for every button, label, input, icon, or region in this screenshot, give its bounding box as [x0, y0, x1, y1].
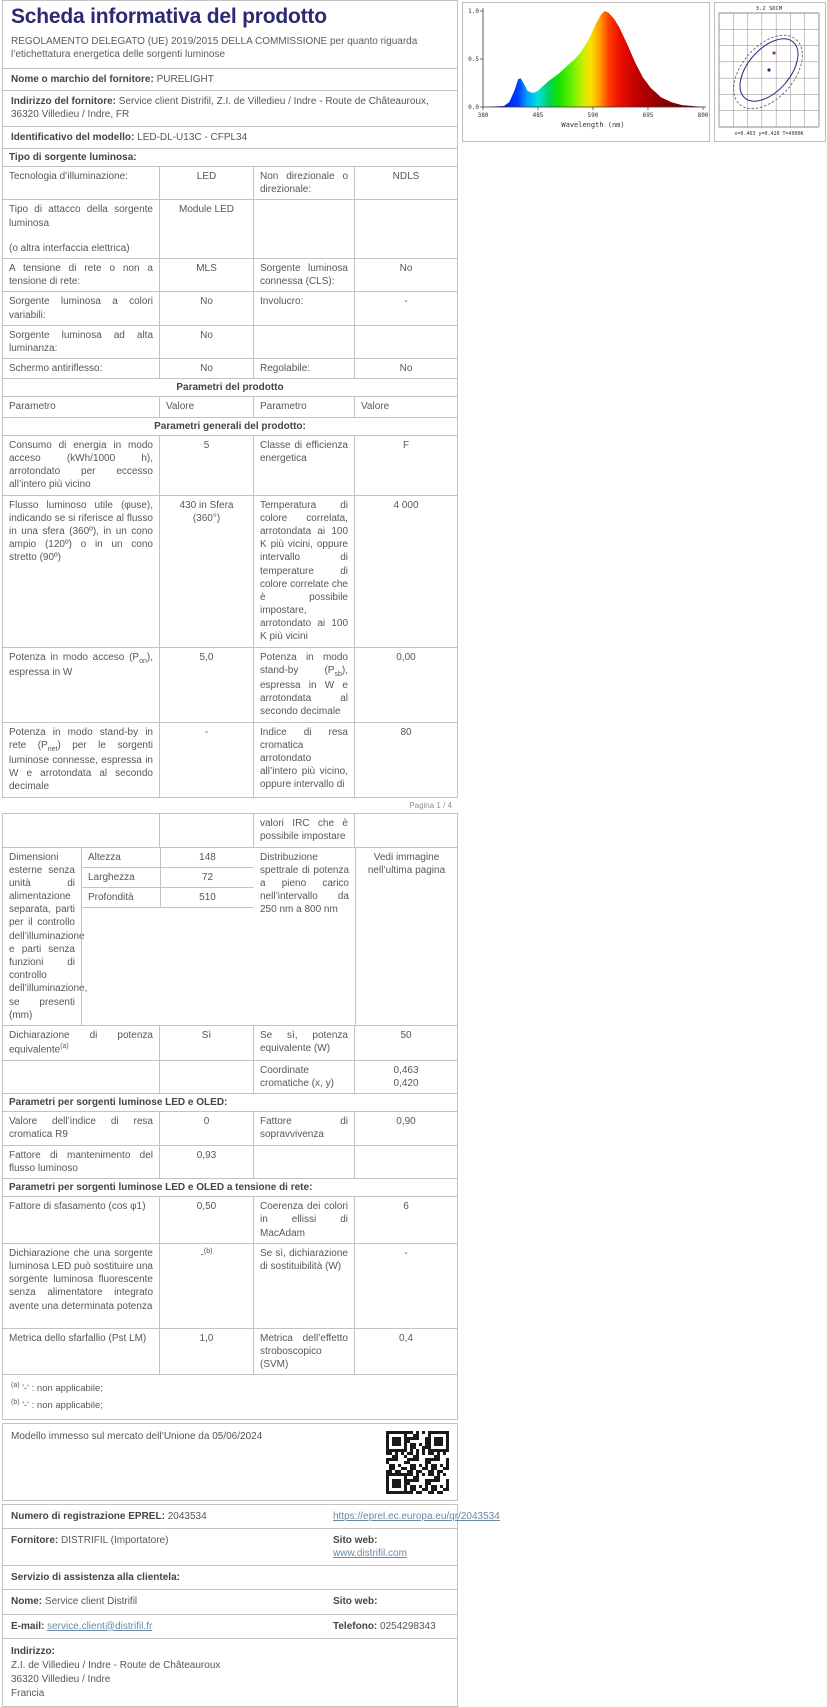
table-row	[3, 1196, 457, 1243]
param-value: 80	[354, 723, 457, 797]
eprel-row	[3, 1505, 500, 1528]
model-identifier-value: LED-DL-U13C - CFPL34	[137, 131, 248, 143]
table-row	[3, 647, 457, 722]
website-link[interactable]: www.distrifil.com	[333, 1548, 407, 1560]
service-name-row	[3, 1589, 457, 1613]
table-row	[3, 1060, 457, 1093]
svg-text:590: 590	[587, 112, 599, 119]
svg-text:695: 695	[642, 112, 654, 119]
table-row	[82, 848, 254, 868]
regulation-subtitle: REGOLAMENTO DELEGATO (UE) 2019/2015 DELLA COMMISSIONE per quanto riguarda l’etichettatura energetica delle sorgenti luminose	[11, 35, 418, 60]
service-heading-row	[3, 1565, 457, 1589]
param-label: Fattore di sopravvivenza	[253, 1112, 354, 1144]
param-label: Coordinate cromatiche (x, y)	[253, 1061, 354, 1093]
param-value: -$^{(b)}$	[159, 1244, 253, 1328]
param-value: NDLS	[354, 167, 457, 199]
address-label: Indirizzo:	[11, 1645, 55, 1657]
param-label: Indice di resa cromatica arrotondato all’intero più vicino, oppure intervallo di	[253, 723, 354, 797]
dimensions-row	[3, 847, 457, 1025]
param-value: Module LED	[159, 200, 253, 258]
service-email-row	[3, 1614, 457, 1638]
supplier-address-row	[3, 90, 457, 125]
param-value: No	[159, 359, 253, 378]
email-label: E-mail:	[11, 1620, 45, 1632]
param-label	[3, 1061, 159, 1093]
market-placement-box	[2, 1423, 458, 1501]
column-header: Valore	[354, 397, 457, 416]
param-value: 50	[354, 1026, 457, 1060]
svg-text:Wavelength (nm): Wavelength (nm)	[561, 121, 625, 129]
market-placement-text: Modello immesso sul mercato dell’Unione da 05/06/2024	[11, 1430, 263, 1442]
section-general-parameters: Parametri generali del prodotto:	[3, 417, 457, 435]
param-value: 0	[159, 1112, 253, 1144]
param-value: 0,00	[354, 648, 457, 722]
table-row	[3, 258, 457, 291]
dimension-label: Profondità	[88, 891, 134, 903]
param-value: 430 in Sfera (360°)	[159, 496, 253, 647]
address-line: 36320 Villedieu / Indre	[11, 1674, 111, 1686]
param-value: -	[354, 1244, 457, 1328]
page-number: Pagina 1 / 4	[409, 800, 452, 810]
param-label: A tensione di rete o non a tensione di rete:	[9, 262, 153, 288]
qr-code	[386, 1431, 449, 1494]
svg-text:0.0: 0.0	[468, 104, 479, 111]
param-value: No	[159, 326, 253, 358]
param-value: 0,90	[354, 1112, 457, 1144]
header-box	[2, 0, 458, 69]
column-header: Parametro	[253, 397, 354, 416]
model-identifier-row	[3, 126, 457, 148]
spd-plot	[463, 3, 709, 141]
param-value	[354, 200, 457, 258]
table-row	[3, 166, 457, 199]
website-label: Sito web:	[333, 1534, 378, 1546]
param-label: Dimensioni esterne senza unità di alimentazione separata, parti per il controllo dell’illuminazione e parti senza funzioni di controllo dell’illuminazione, se presenti (mm)	[9, 851, 88, 1021]
supplier-name-value: PURELIGHT	[156, 74, 214, 86]
param-value: 5	[159, 436, 253, 495]
parameters-table-page2	[2, 813, 458, 1375]
dimension-value: 72	[160, 868, 254, 887]
eprel-label: Numero di registrazione EPREL:	[11, 1510, 165, 1522]
chromaticity-plot	[715, 3, 825, 141]
footnote-b: $^{(b)}$ '-' : non applicabile;	[11, 1399, 103, 1412]
page-title: Scheda informativa del prodotto	[11, 5, 327, 28]
param-value	[354, 814, 457, 846]
table-row	[3, 1025, 457, 1060]
param-label: Tipo di attacco della sorgente luminosa (o altra interfaccia elettrica)	[9, 204, 153, 254]
param-value: 0,93	[159, 1146, 253, 1178]
section-light-source-type: Tipo di sorgente luminosa:	[9, 151, 137, 163]
param-label	[253, 326, 354, 358]
table-row	[3, 1111, 457, 1144]
param-label: Se sì, potenza equivalente (W)	[253, 1026, 354, 1060]
param-label: Sorgente luminosa connessa (CLS):	[253, 259, 354, 291]
service-name-value: Service client Distrifil	[44, 1596, 138, 1608]
table-row	[3, 1145, 457, 1178]
param-label	[253, 1146, 354, 1178]
table-row	[3, 722, 457, 797]
param-value	[159, 1061, 253, 1093]
section-product-parameters: Parametri del prodotto	[3, 378, 457, 396]
contact-box	[2, 1504, 500, 1707]
param-value: 0,4	[354, 1329, 457, 1375]
table-row	[3, 199, 457, 258]
supplier-address-value: Service client Distrifil, Z.I. de Villedieu / Indre - Route de Châteauroux, 36320 Villedieu / Indre, FR	[11, 96, 429, 121]
param-label: Tecnologia d’illuminazione:	[9, 171, 128, 183]
table-row	[3, 814, 457, 846]
param-value	[354, 1146, 457, 1178]
dimensions-subtable	[81, 848, 254, 1025]
param-value: 5,0	[159, 648, 253, 722]
dimension-label: Larghezza	[88, 871, 135, 883]
param-label: Flusso luminoso utile (φuse), indicando se si riferisce al flusso in una sfera (360º), in un cono ampio (120º) o in un cono stretto (90º)	[9, 499, 153, 564]
param-label: Sorgente luminosa a colori variabili:	[9, 296, 153, 321]
table-row	[82, 888, 254, 908]
eprel-value: 2043534	[167, 1510, 207, 1522]
supplier-row	[3, 1528, 457, 1565]
dimension-value: 510	[160, 888, 254, 907]
svg-text:3.2 SDCM: 3.2 SDCM	[755, 6, 783, 12]
param-label	[3, 814, 159, 846]
param-label: Coerenza dei colori in ellissi di MacAdam	[253, 1197, 354, 1243]
param-value	[159, 814, 253, 846]
website2-label: Sito web:	[333, 1596, 378, 1608]
address-line: Z.I. de Villedieu / Indre - Route de Châteauroux	[11, 1660, 221, 1671]
svg-text:1.0: 1.0	[468, 8, 479, 15]
table-row	[3, 1243, 457, 1328]
param-label: Metrica dello sfarfallio (Pst LM)	[9, 1332, 147, 1344]
param-label: valori IRC che è possibile impostare	[253, 814, 354, 846]
table-row	[3, 325, 457, 358]
column-header-row	[3, 396, 457, 416]
param-label: Involucro:	[253, 292, 354, 324]
param-value: 1,0	[159, 1329, 253, 1375]
param-value: MLS	[159, 259, 253, 291]
phone-value: 0254298343	[380, 1620, 436, 1632]
param-label: Potenza in modo stand-by in rete $(P_{net})$ per le sorgenti luminose connesse, espressa in W e arrotondata al secondo decimale	[9, 726, 153, 793]
param-label: Consumo di energia in modo acceso (kWh/1000 h), arrotondato per eccesso all’intero più vicino	[9, 439, 153, 491]
svg-text:0.5: 0.5	[468, 56, 479, 63]
eprel-link[interactable]: https://eprel.ec.europa.eu/qr/2043534	[333, 1510, 500, 1522]
svg-text:380: 380	[477, 112, 489, 119]
param-label: Non direzionale o direzionale:	[253, 167, 354, 199]
supplier-address-label: Indirizzo del fornitore:	[11, 96, 116, 108]
param-value: No	[354, 359, 457, 378]
param-label: Valore dell’indice di resa cromatica R9	[9, 1116, 153, 1141]
param-value: LED	[159, 167, 253, 199]
table-row	[3, 291, 457, 324]
param-label: Schermo antiriflesso:	[9, 363, 103, 375]
param-value: 0,50	[159, 1197, 253, 1243]
supplier-label: Fornitore:	[11, 1534, 59, 1546]
param-value	[354, 326, 457, 358]
param-value: 6	[354, 1197, 457, 1243]
param-label: Fattore di sfasamento (cos φ1)	[9, 1201, 146, 1213]
svg-text:x=0.463 y=0.420 T=4000K: x=0.463 y=0.420 T=4000K	[734, 131, 804, 137]
supplier-name-label: Nome o marchio del fornitore:	[11, 74, 154, 86]
svg-text:800: 800	[697, 112, 709, 119]
param-label	[253, 200, 354, 258]
param-value: -	[159, 723, 253, 797]
param-value: 0,463 0,420	[354, 1061, 457, 1093]
table-row	[82, 868, 254, 888]
service-address-row	[3, 1638, 457, 1706]
supplier-box	[2, 68, 458, 149]
param-value: -	[354, 292, 457, 324]
param-label: Potenza in modo acceso $(P_{on})$, espressa in W	[9, 651, 153, 678]
section-led-oled-mains-parameters: Parametri per sorgenti luminose LED e OLED a tensione di rete:	[3, 1178, 457, 1196]
chromaticity-diagram	[714, 2, 826, 142]
param-value: Vedi immagine nell’ultima pagina	[355, 848, 457, 1025]
param-label: Distribuzione spettrale di potenza a pieno carico nell’intervallo da 250 nm a 800 nm	[260, 851, 349, 916]
model-identifier-label: Identificativo del modello:	[11, 131, 135, 143]
param-label: Dichiarazione che una sorgente luminosa LED può sostituire una sorgente luminosa fluorescente senza alimentatore integrato avente una determinata potenza	[9, 1247, 153, 1312]
param-label: Dichiarazione di potenza equivalente$^{(a)}$	[9, 1029, 153, 1056]
section-led-oled-parameters: Parametri per sorgenti luminose LED e OLED:	[3, 1093, 457, 1111]
supplier-value: DISTRIFIL (Importatore)	[61, 1534, 169, 1546]
address-line: Francia	[11, 1688, 45, 1700]
phone-label: Telefono:	[333, 1620, 378, 1632]
param-label: Sorgente luminosa ad alta luminanza:	[9, 329, 153, 354]
svg-text:485: 485	[532, 112, 544, 119]
footnote-a: $^{(a)}$ '-' : non applicabile;	[11, 1382, 103, 1395]
param-value: No	[159, 292, 253, 324]
table-row	[3, 358, 457, 378]
param-value: Sì	[159, 1026, 253, 1060]
footnotes-box	[2, 1374, 458, 1419]
param-label: Metrica dell’effetto stroboscopico (SVM)	[253, 1329, 354, 1375]
param-value: 4 000	[354, 496, 457, 647]
dimension-value: 148	[160, 848, 254, 867]
email-link[interactable]: service.client@distrifil.fr	[47, 1620, 153, 1632]
dimension-label: Altezza	[88, 851, 121, 863]
service-name-label: Nome:	[11, 1596, 43, 1608]
column-header: Valore	[159, 397, 253, 416]
param-label: Classe di efficienza energetica	[253, 436, 354, 495]
supplier-name-row	[3, 69, 457, 90]
param-value: F	[354, 436, 457, 495]
param-label: Potenza in modo stand-by $(P_{sb})$, espressa in W e arrotondata al secondo decimale	[253, 648, 354, 722]
service-heading: Servizio di assistenza alla clientela:	[11, 1572, 180, 1584]
param-label: Fattore di mantenimento del flusso luminoso	[9, 1149, 153, 1174]
param-label: Temperatura di colore correlata, arrotondata ai 100 K più vicini, oppure intervallo di temperature di colore correlate che è possibile impostare, arrotondato ai 100 K più vicini	[253, 496, 354, 647]
param-value: No	[354, 259, 457, 291]
column-header: Parametro	[9, 401, 56, 413]
spectral-distribution-chart	[462, 2, 710, 142]
table-row	[3, 1328, 457, 1375]
table-row	[3, 495, 457, 647]
parameters-table-page1	[2, 148, 458, 798]
param-label: Se sì, dichiarazione di sostituibilità (W)	[253, 1244, 354, 1328]
param-label: Regolabile:	[253, 359, 354, 378]
table-row	[3, 435, 457, 495]
